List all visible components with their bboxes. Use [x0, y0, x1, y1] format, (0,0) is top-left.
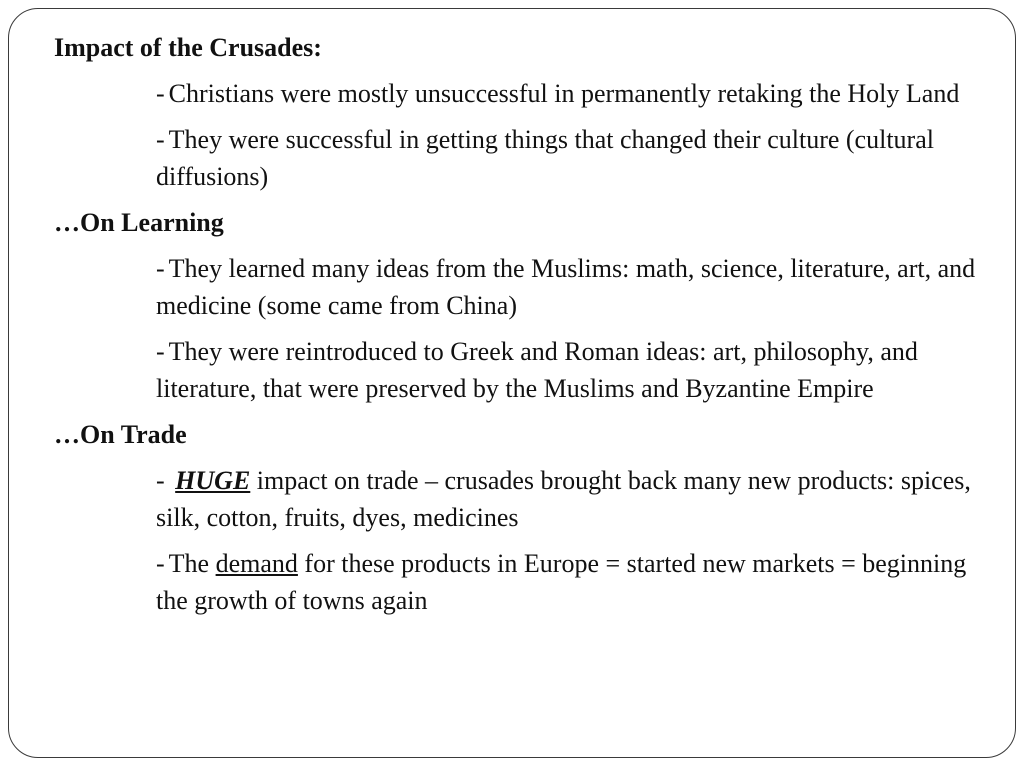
bullet-greek-roman-ideas — [156, 333, 984, 407]
bullet-dash: - — [156, 337, 165, 366]
bullet-muslim-ideas — [156, 250, 984, 324]
bullet-huge-impact-trade — [156, 462, 984, 536]
heading-on-learning: …On Learning — [54, 208, 224, 237]
bullet-dash: - — [156, 125, 165, 154]
bullet-text: They were successful in getting things that changed their culture (cultural diffusions) — [156, 125, 934, 191]
bullet-text: impact on trade – crusades brought back many new products: spices, silk, cotton, fruits, dyes, medicines — [156, 466, 971, 532]
bullet-text: for these products in Europe = started new markets = beginning the growth of towns again — [156, 549, 967, 615]
emphasis-huge: HUGE — [175, 466, 251, 495]
bullet-text: Christians were mostly unsuccessful in permanently retaking the Holy Land — [168, 79, 960, 108]
bullet-dash: - — [156, 549, 165, 578]
bullet-dash: - — [156, 466, 165, 495]
slide-content — [54, 29, 984, 628]
bullet-demand-markets — [156, 545, 984, 619]
bullet-dash: - — [156, 79, 165, 108]
bullet-text: They learned many ideas from the Muslims: math, science, literature, art, and medicine (some came from China) — [156, 254, 976, 320]
bullet-pre-text: The — [168, 549, 210, 578]
bullet-cultural-diffusion — [156, 121, 984, 195]
emphasis-demand: demand — [215, 549, 298, 578]
bullet-text: They were reintroduced to Greek and Roman ideas: art, philosophy, and literature, that were preserved by the Muslims and Byzantine Empire — [156, 337, 918, 403]
heading-on-trade: …On Trade — [54, 420, 187, 449]
bullet-unsuccessful-retaking — [156, 75, 984, 112]
heading-impact-of-crusades: Impact of the Crusades: — [54, 33, 322, 62]
bullet-dash: - — [156, 254, 165, 283]
